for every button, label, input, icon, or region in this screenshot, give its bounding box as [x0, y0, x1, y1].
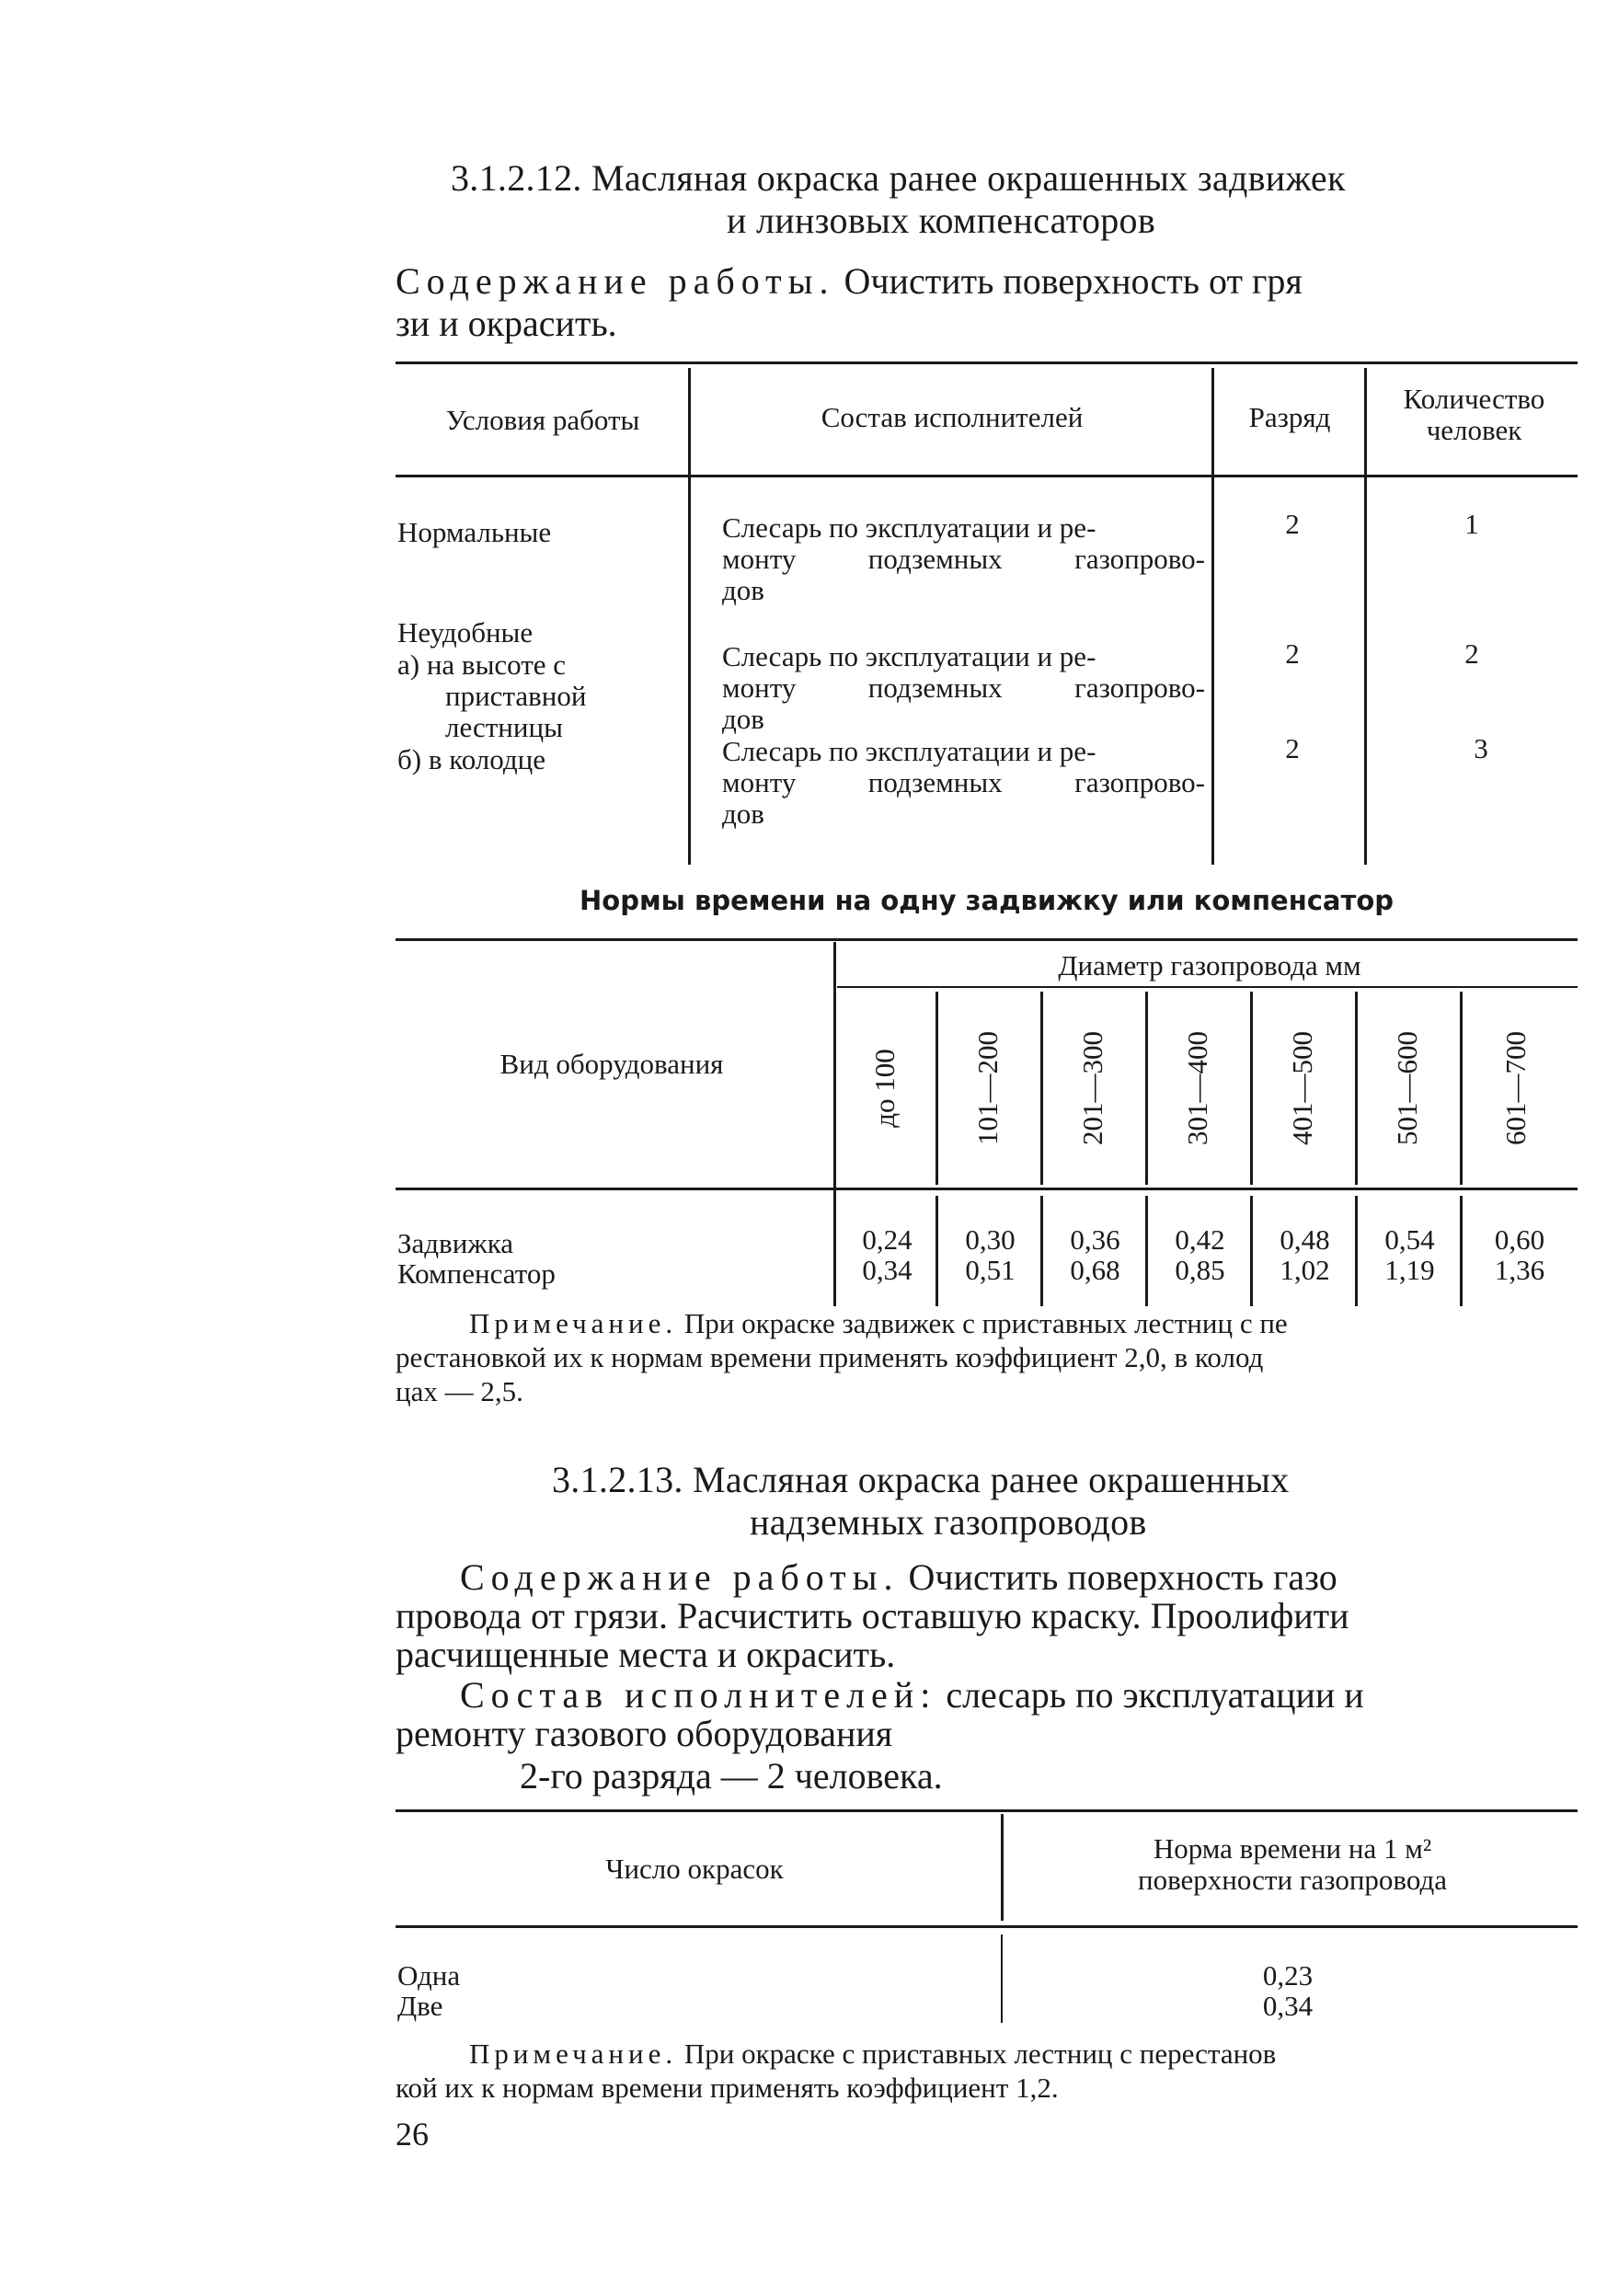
page-number: 26 — [396, 2116, 429, 2152]
value-cell: 0,42 — [1175, 1223, 1225, 1256]
header-quantity-line-2: человек — [1426, 414, 1522, 446]
value-cell: 0,54 — [1384, 1223, 1435, 1256]
worker-line: Слесарь по эксплуатации и ре- — [722, 511, 1096, 544]
staff-line: 2-го разряда — 2 человека. — [520, 1755, 943, 1797]
table-divider — [833, 942, 836, 1306]
worker-row-1 — [722, 512, 1205, 606]
staff-label: Состав исполнителей: — [460, 1674, 937, 1716]
table-top-rule — [396, 938, 1578, 941]
content-label: Содержание работы. — [396, 260, 835, 302]
note-text: При окраске с приставных лестниц с перестанов — [683, 2038, 1277, 2070]
column-divider — [1355, 1196, 1358, 1306]
column-divider — [1145, 992, 1148, 1185]
qty-row-3: 3 — [1474, 732, 1488, 764]
content-paragraph — [396, 260, 1573, 303]
table-header-rule — [396, 475, 1578, 477]
worker-line: монту подземных газопрово- — [722, 543, 1205, 575]
equipment-compensator: Компенсатор — [397, 1257, 556, 1290]
header-equipment: Вид оборудования — [499, 1048, 724, 1080]
value-cell: 1,36 — [1494, 1254, 1545, 1286]
norm-two: 0,34 — [1262, 1990, 1314, 2022]
header-quantity — [1371, 384, 1578, 446]
table-divider — [1001, 1934, 1003, 2023]
worker-line: монту подземных газопрово- — [722, 766, 1205, 798]
value-cell: 0,36 — [1070, 1223, 1120, 1256]
paint-one: Одна — [397, 1959, 461, 1992]
note-line: цах — 2,5. — [396, 1375, 523, 1407]
note-table-3 — [396, 2037, 1578, 2105]
diameter-col-1: до 100 — [868, 1049, 901, 1128]
heading-line-1: 3.1.2.13. Масляная окраска ранее окрашенных — [552, 1459, 1290, 1500]
condition-a: а) на высоте с — [397, 649, 567, 681]
table-top-rule — [396, 362, 1578, 364]
value-cell: 1,19 — [1384, 1254, 1435, 1286]
heading-line-2: и линзовых компенсаторов — [727, 200, 1156, 241]
diameter-col-5: 401—500 — [1286, 1031, 1318, 1145]
header-diameter: Диаметр газопровода мм — [1058, 949, 1361, 982]
heading-line-2: надземных газопроводов — [750, 1501, 1147, 1543]
value-cell: 0,24 — [862, 1223, 913, 1256]
worker-line: дов — [722, 574, 764, 606]
value-cell: 0,85 — [1175, 1254, 1225, 1286]
value-cell: 0,68 — [1070, 1254, 1120, 1286]
condition-b: б) в колодце — [397, 743, 546, 775]
column-divider — [1145, 1196, 1148, 1306]
diameter-col-3: 201—300 — [1076, 1031, 1108, 1145]
grade-row-3: 2 — [1285, 732, 1300, 764]
column-divider — [1040, 992, 1043, 1185]
condition-a-line-3: лестницы — [445, 711, 563, 743]
condition-awkward: Неудобные — [397, 616, 534, 649]
header-conditions: Условия работы — [445, 404, 640, 436]
column-divider — [1040, 1196, 1043, 1306]
qty-row-2: 2 — [1464, 637, 1479, 670]
table-divider — [1364, 368, 1367, 865]
note-label: Примечание. — [469, 2038, 678, 2070]
content-line — [396, 1556, 1582, 1599]
note-line: кой их к нормам времени применять коэффициент 1,2. — [396, 2072, 1059, 2104]
worker-line: Слесарь по эксплуатации и ре- — [722, 735, 1096, 767]
paint-two: Две — [397, 1990, 443, 2022]
note-label: Примечание. — [469, 1307, 678, 1339]
qty-row-1: 1 — [1464, 508, 1479, 540]
diameter-col-7: 601—700 — [1499, 1031, 1532, 1145]
column-divider — [936, 992, 938, 1185]
column-divider — [1355, 992, 1358, 1185]
worker-row-2 — [722, 641, 1205, 735]
note-line — [396, 2037, 1578, 2071]
header-norm-line-1: Норма времени на 1 м² — [1153, 1832, 1432, 1865]
table-divider — [1001, 1814, 1004, 1921]
value-cell: 0,34 — [862, 1254, 913, 1286]
note-line — [396, 1306, 1578, 1340]
condition-normal: Нормальные — [397, 516, 552, 548]
content-text: Очистить поверхность от гря — [844, 260, 1303, 302]
content-text: Очистить поверхность газо — [908, 1556, 1337, 1598]
staff-line: ремонту газового оборудования — [396, 1713, 893, 1754]
content-text-line-2: зи и окрасить. — [396, 303, 617, 344]
content-line: провода от грязи. Расчистить оставшую краску. Проолифити — [396, 1595, 1349, 1636]
note-text: При окраске задвижек с приставных лестниц с пе — [683, 1307, 1288, 1339]
equipment-gate-valve: Задвижка — [397, 1227, 514, 1259]
header-norm — [1007, 1833, 1578, 1896]
heading-line-1: 3.1.2.12. Масляная окраска ранее окрашенных задвижек — [451, 157, 1346, 199]
diameter-col-2: 101—200 — [971, 1031, 1004, 1145]
grade-row-1: 2 — [1285, 508, 1300, 540]
diameter-col-6: 501—600 — [1391, 1031, 1423, 1145]
column-divider — [1250, 1196, 1253, 1306]
worker-line: монту подземных газопрово- — [722, 672, 1205, 704]
worker-row-3 — [722, 736, 1205, 830]
worker-line: дов — [722, 798, 764, 830]
norm-one: 0,23 — [1262, 1959, 1314, 1992]
note-table-2 — [396, 1306, 1578, 1408]
staff-line — [396, 1674, 1582, 1716]
column-divider — [1460, 1196, 1463, 1306]
value-cell: 0,30 — [965, 1223, 1016, 1256]
content-paragraph-2 — [396, 1556, 1582, 1797]
table-top-rule — [396, 1809, 1578, 1812]
table-header-rule — [396, 1925, 1578, 1928]
table-header-rule — [396, 1188, 1578, 1190]
table-divider — [1211, 368, 1214, 865]
column-divider — [1250, 992, 1253, 1185]
header-grade: Разряд — [1248, 401, 1331, 433]
diameter-rule — [837, 986, 1578, 988]
diameter-col-4: 301—400 — [1181, 1031, 1213, 1145]
content-line: расчищенные места и окрасить. — [396, 1634, 896, 1675]
header-paint-count: Число окрасок — [605, 1853, 784, 1885]
time-norms-title: Нормы времени на одну задвижку или компенсатор — [580, 885, 1394, 916]
table-divider — [688, 368, 691, 865]
header-quantity-line-1: Количество — [1403, 383, 1545, 415]
content-label: Содержание работы. — [460, 1556, 900, 1598]
header-workers: Состав исполнителей — [821, 401, 1084, 433]
worker-line: Слесарь по эксплуатации и ре- — [722, 640, 1096, 672]
column-divider — [936, 1196, 938, 1306]
value-cell: 0,60 — [1494, 1223, 1545, 1256]
value-cell: 0,48 — [1280, 1223, 1330, 1256]
value-cell: 1,02 — [1280, 1254, 1330, 1286]
column-divider — [1460, 992, 1463, 1185]
note-line: рестановкой их к нормам времени применять коэффициент 2,0, в колод — [396, 1341, 1264, 1373]
grade-row-2: 2 — [1285, 637, 1300, 670]
worker-line: дов — [722, 703, 764, 735]
condition-a-line-2: приставной — [445, 680, 587, 712]
value-cell: 0,51 — [965, 1254, 1016, 1286]
header-norm-line-2: поверхности газопровода — [1137, 1864, 1447, 1896]
staff-text: слесарь по эксплуатации и — [946, 1674, 1364, 1716]
